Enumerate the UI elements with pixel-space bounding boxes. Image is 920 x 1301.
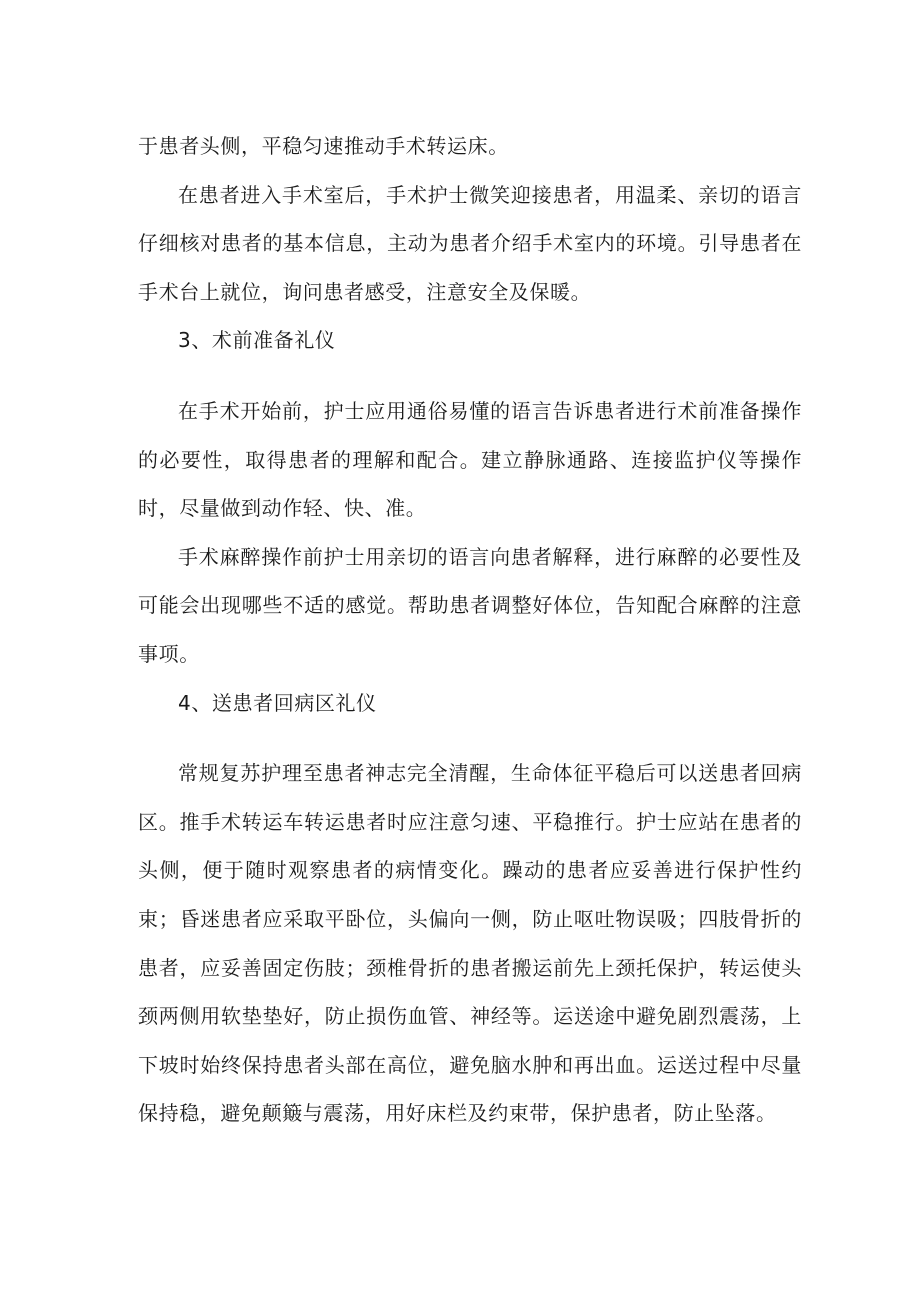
paragraph-continued: 于患者头侧，平稳匀速推动手术转运床。 [138,134,509,158]
spacer [138,365,802,387]
paragraph-reception: 在患者进入手术室后，手术护士微笑迎接患者，用温柔、亲切的语言仔细核对患者的基本信息，主动为患者介绍手术室内的环境。引导患者在手术台上就位，询问患者感受，注意安全及保暖。 [138,182,802,304]
section-heading-return: 4、送患者回病区礼仪 [178,690,377,715]
paragraph-preop-explain: 在手术开始前，护士应用通俗易懂的语言告诉患者进行术前准备操作的必要性，取得患者的理解和配合。建立静脉通路、连接监护仪等操作时，尽量做到动作轻、快、准。 [138,398,802,521]
paragraph-anesthesia: 手术麻醉操作前护士用亲切的语言向患者解释，进行麻醉的必要性及可能会出现哪些不适的感觉。帮助患者调整好体位，告知配合麻醉的注意事项。 [138,544,802,666]
paragraph-transport: 常规复苏护理至患者神志完全清醒，生命体征平稳后可以送患者回病区。推手术转运车转运患者时应注意匀速、平稳推行。护士应站在患者的头侧，便于随时观察患者的病情变化。躁动的患者应妥善进行保护性约束；昏迷患者应采取平卧位，头偏向一侧，防止呕吐物误吸；四肢骨折的患者，应妥善固定伤肢；颈椎骨折的患者搬运前先上颈托保护，转运使头颈两侧用软垫垫好，防止损伤血管、神经等。运送途中避免剧烈震荡，上下坡时始终保持患者头部在高位，避免脑水肿和再出血。运送过程中尽量保持稳，避免颠簸与震荡，用好床栏及约束带，保护患者，防止坠落。 [138,761,802,1126]
spacer [138,727,802,749]
section-heading-preop: 3、术前准备礼仪 [178,328,336,353]
document-body [138,122,802,1138]
